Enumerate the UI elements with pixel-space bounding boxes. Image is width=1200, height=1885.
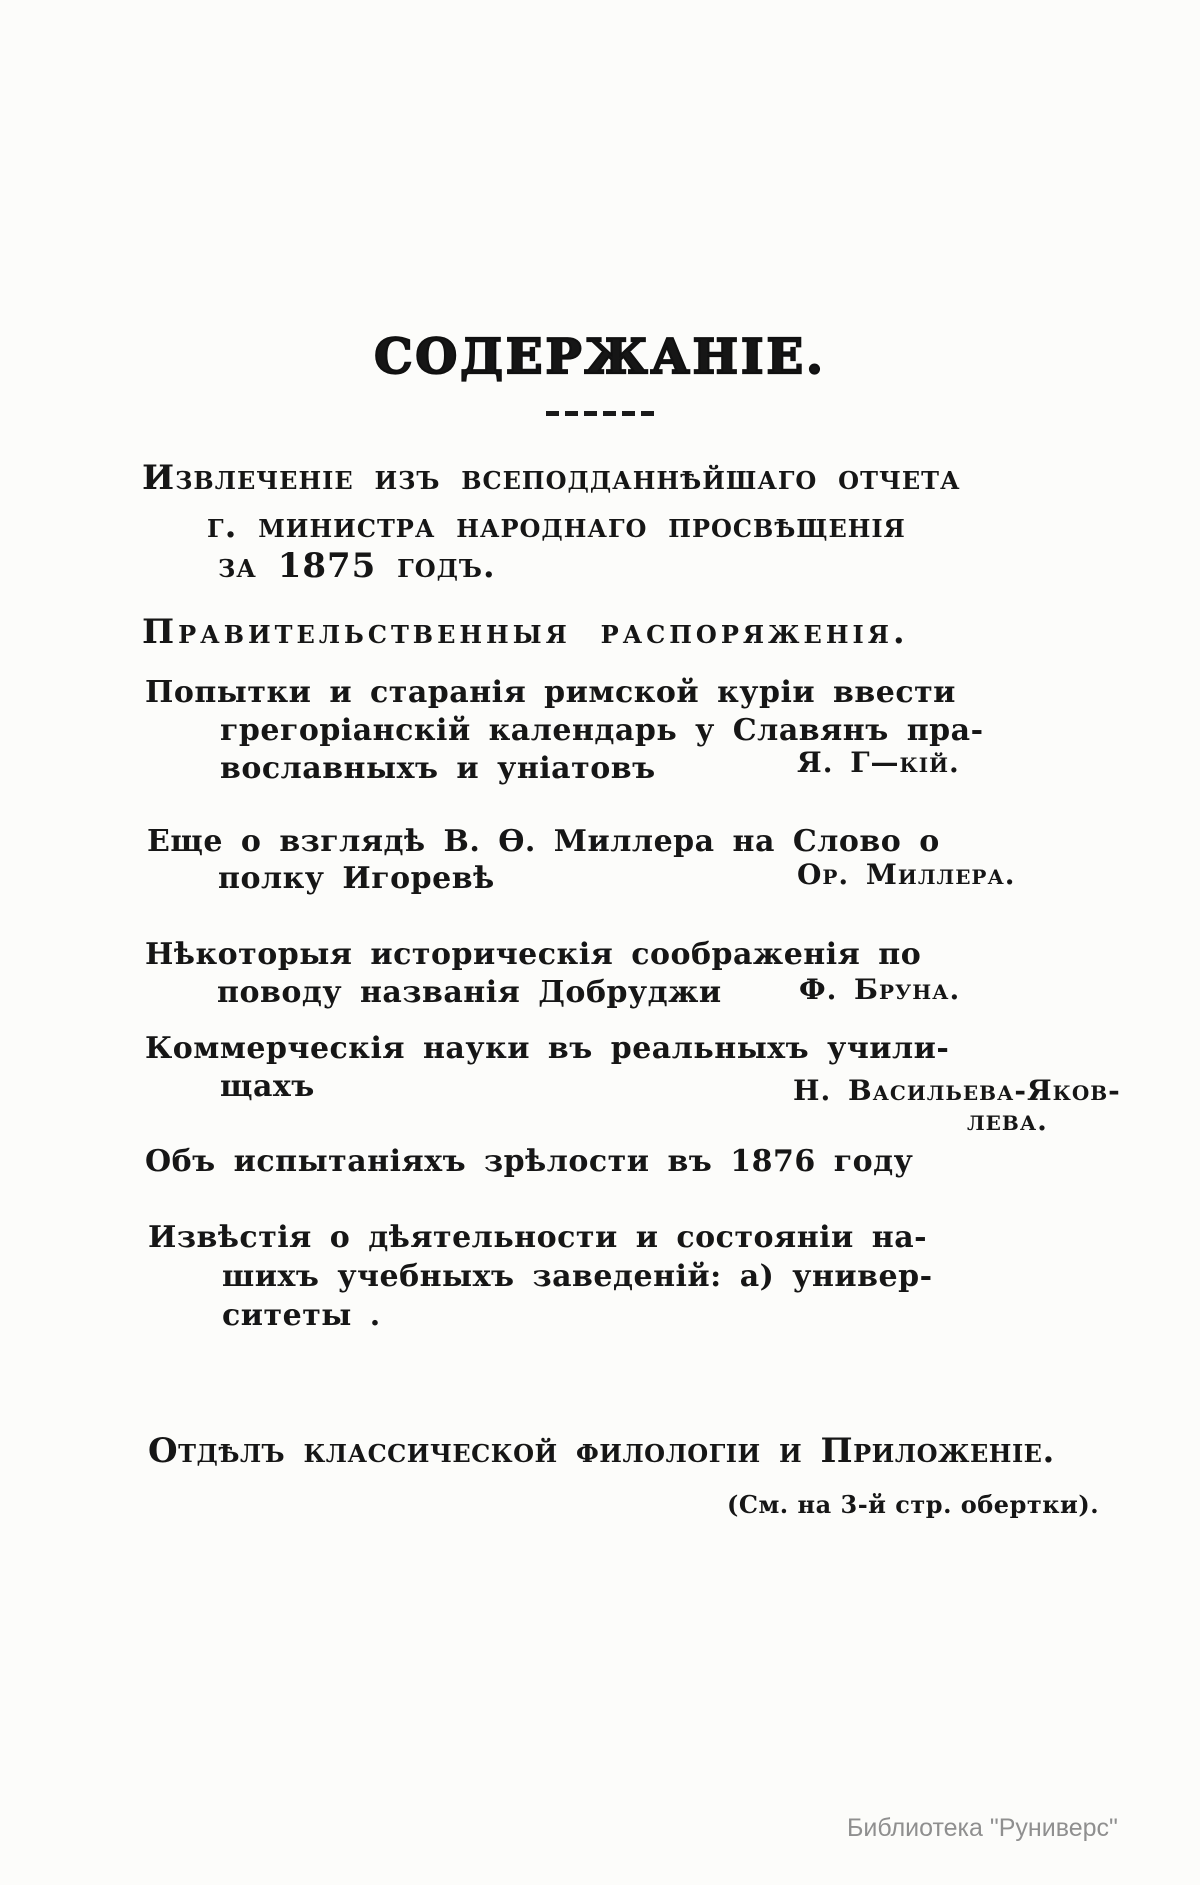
toc-entry-line: Коммерческія науки въ реальныхъ учили- (145, 1031, 950, 1066)
toc-entry-line: вославныхъ и уніатовъ (220, 751, 656, 786)
toc-entry-line: Объ испытаніяхъ зрѣлости въ 1876 году (145, 1144, 914, 1179)
toc-entry-line: Извѣстія о дѣятельности и состояніи на- (148, 1220, 928, 1255)
toc-author: Н. Васильева-Яков- (793, 1074, 1121, 1107)
toc-author: Я. Г—кій. (797, 746, 960, 779)
toc-entry-line: поводу названія Добруджи (217, 975, 722, 1010)
cover-note: (См. на 3-й стр. обертки). (727, 1490, 1100, 1519)
toc-entry-line: полку Игоревѣ (218, 861, 495, 896)
toc-entry-line: Правительственныя распоряженія. (142, 612, 909, 652)
toc-entry-line: г. министра народнаго просвѣщенія (207, 506, 906, 546)
toc-entry-line: Нѣкоторыя историческія соображенія по (145, 937, 922, 972)
toc-entry-line: ситеты . (222, 1298, 381, 1333)
toc-author: Ф. Бруна. (799, 973, 961, 1006)
toc-entry-line: за 1875 годъ. (218, 546, 496, 586)
toc-entry-line: Еще о взглядѣ В. Ѳ. Миллера на Слово о (147, 824, 940, 859)
section-heading: Отдѣлъ классической филологіи и Приложеніе. (148, 1431, 1055, 1471)
toc-author: лева. (967, 1104, 1048, 1137)
toc-entry-line: грегоріанскій календарь у Славянъ пра- (220, 713, 984, 748)
title-divider (546, 411, 658, 416)
page-title: СОДЕРЖАНІЕ. (374, 329, 826, 385)
library-watermark: Библиотека "Руниверс" (847, 1814, 1118, 1842)
toc-entry-line: шихъ учебныхъ заведеній: а) универ- (222, 1259, 933, 1294)
toc-entry-line: Извлеченіе изъ всеподданнѣйшаго отчета (142, 458, 961, 498)
toc-entry-line: Попытки и старанія римской куріи ввести (145, 675, 956, 710)
toc-entry-line: щахъ (220, 1069, 315, 1104)
toc-author: Ор. Миллера. (797, 858, 1016, 891)
